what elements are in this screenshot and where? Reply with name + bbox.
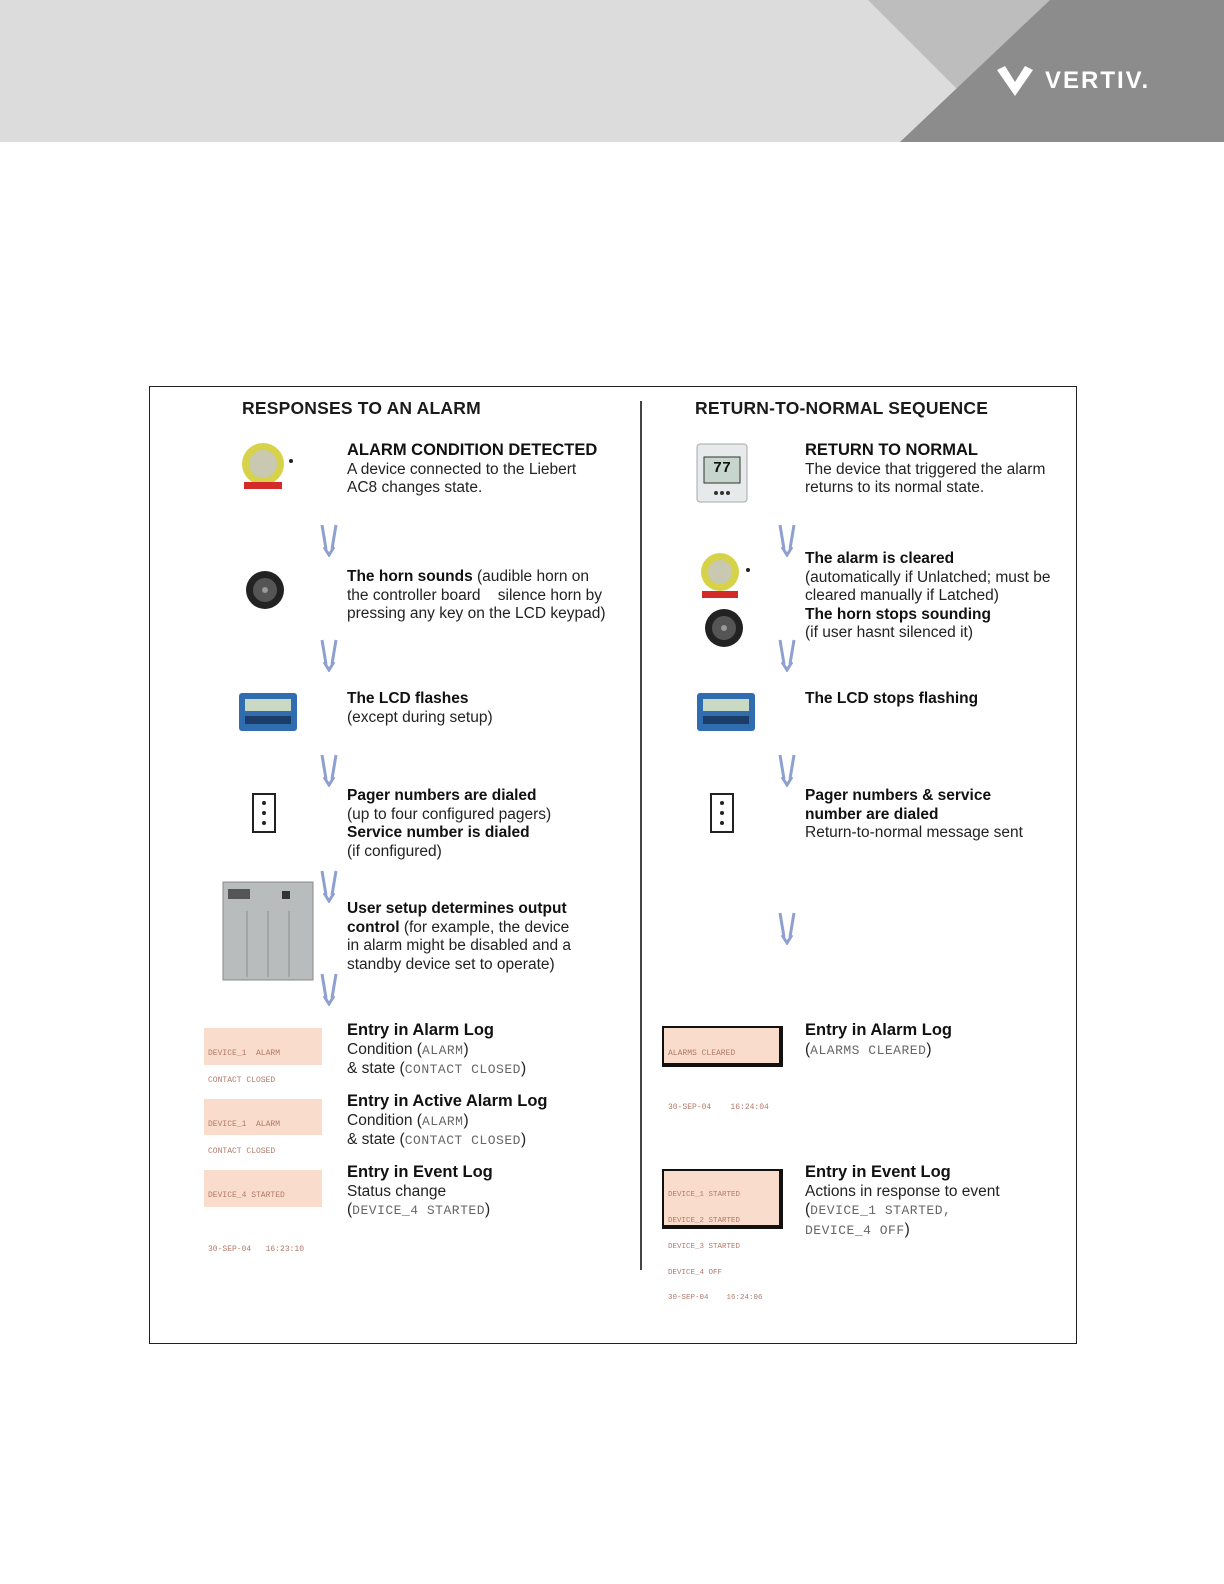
text: & state ( [347,1060,405,1077]
step-body: A device connected to the Liebert [347,460,577,478]
step-title: The horn sounds [347,568,473,585]
text: ) [926,1040,932,1058]
step-title-b: control [347,918,400,936]
down-arrow-icon [318,753,340,787]
log-line: 30-SEP-04 16:23:10 [208,1245,305,1254]
mono-value: ALARMS CLEARED [810,1042,927,1058]
step-body-3: pressing any key on the LCD keypad) [347,605,606,622]
step-title: The alarm is cleared [805,550,955,567]
step-event-log [347,1163,493,1221]
step-alarm-detected [347,441,597,498]
step-pager-service [805,787,1023,843]
step-body-3: standby device set to operate) [347,955,555,973]
lcd-display-icon [238,692,298,732]
text: ( [805,1040,811,1058]
step-body: Return-to-normal message sent [805,824,1023,841]
down-arrow-icon [318,523,340,557]
lcd-display-icon [696,692,756,732]
text: Condition ( [347,1040,422,1058]
step-title: Entry in Alarm Log [347,1021,494,1039]
pager-icon [710,793,734,833]
step-alarm-log [805,1021,952,1060]
step-title: The LCD stops flashing [805,690,979,707]
down-arrow-icon [318,638,340,672]
down-arrow-icon [318,972,340,1006]
horn-icon [243,568,287,612]
alarm-bell-icon [240,440,296,492]
step-lcd-stops [805,690,978,709]
step-return-normal [805,441,1045,498]
step-body-2: the controller board silence horn by [347,586,603,604]
step-alarm-cleared [805,550,1051,643]
vertiv-logo-icon [995,64,1035,98]
down-arrow-icon [318,869,340,903]
mono-value: ALARM [421,1042,464,1058]
text: ) [904,1220,910,1238]
log-line [208,1218,318,1227]
log-line: DEVICE_1 ALARM [208,1120,281,1129]
step-title: The LCD flashes [347,690,469,707]
step-body: (except during setup) [347,708,493,726]
log-line: 30-SEP-04 16:24:04 [668,1103,769,1112]
horn-icon [702,606,746,650]
log-line: DEVICE_2 STARTED [668,1216,741,1225]
step-title: Entry in Event Log [805,1163,951,1181]
thermostat-reading: 77 [712,460,731,477]
step-title-b: number are dialed [805,805,939,823]
column-divider [640,401,642,1270]
text: ) [520,1131,527,1148]
step-output-control [347,900,571,974]
step-body: Status change [347,1182,447,1200]
mono-value: ALARM [421,1113,464,1129]
log-line: CONTACT CLOSED [208,1076,276,1085]
step-body-2: AC8 changes state. [347,479,483,496]
down-arrow-icon [776,523,798,557]
alarm-bell-icon [699,551,755,601]
mono-value: DEVICE_4 STARTED [352,1203,485,1218]
mono-value: DEVICE_4 OFF [805,1222,905,1238]
step-title: Pager numbers & service [805,787,992,804]
event-log-display [662,1169,783,1303]
down-arrow-icon [776,753,798,787]
log-line: ALARMS CLEARED [668,1049,736,1058]
step-active-alarm-log [347,1092,547,1151]
step-lcd-flashes [347,690,493,727]
vertiv-logo [995,64,1150,98]
brand-name: VERTIV. [1045,67,1151,94]
log-line: DEVICE_4 OFF [668,1268,723,1277]
step-body-2: in alarm might be disabled and a [347,937,572,954]
text: ) [463,1040,469,1058]
down-arrow-icon [776,638,798,672]
step-event-log [805,1163,1000,1240]
text: ( [805,1201,811,1218]
down-arrow-icon [776,911,798,945]
text: & state ( [347,1131,405,1148]
text: ) [520,1060,527,1077]
step-body: (automatically if Unlatched; must be [805,568,1051,586]
step-body-2: (if configured) [347,842,442,860]
mono-value: CONTACT CLOSED [404,1133,521,1148]
alarm-log-display [204,1028,322,1085]
text: ( [347,1201,353,1218]
step-body: (for example, the device [399,918,570,936]
step-body: Actions in response to event [805,1182,1000,1200]
active-alarm-log-display [204,1099,322,1156]
step-title: User setup determines output [347,900,567,917]
step-body: (audible horn on [472,568,590,585]
step-title: RETURN TO NORMAL [805,441,978,459]
mono-value: CONTACT CLOSED [404,1062,521,1077]
step-title-2: Service number is dialed [347,824,530,841]
step-title: Entry in Alarm Log [805,1021,952,1039]
left-heading: RESPONSES TO AN ALARM [242,398,481,418]
step-body-2: cleared manually if Latched) [805,587,999,604]
pager-icon [252,793,276,833]
step-horn-sounds [347,568,605,624]
page-header [0,0,1224,142]
log-line: CONTACT CLOSED [208,1147,276,1156]
step-title: Entry in Active Alarm Log [347,1092,548,1110]
step-title-2: The horn stops sounding [805,605,991,623]
event-log-display [204,1170,322,1254]
step-body-2: returns to its normal state. [805,479,985,496]
step-alarm-log [347,1021,526,1080]
equipment-cabinet-icon [222,881,314,981]
step-body: (up to four configured pagers) [347,805,552,823]
log-line: 30-SEP-04 16:24:06 [668,1294,763,1303]
log-line: DEVICE_4 STARTED [208,1191,285,1200]
log-line [668,1076,775,1085]
step-title: ALARM CONDITION DETECTED [347,441,598,459]
step-body: The device that triggered the alarm [805,460,1046,478]
alarm-log-display [662,1026,783,1112]
log-line: DEVICE_1 STARTED [668,1191,741,1200]
text: ) [463,1111,469,1129]
step-title: Pager numbers are dialed [347,787,537,804]
right-heading: RETURN-TO-NORMAL SEQUENCE [695,398,989,418]
text: ) [485,1201,491,1218]
log-line: DEVICE_1 ALARM [208,1049,281,1058]
text: Condition ( [347,1111,422,1129]
step-pager-dialed [347,787,551,861]
step-title: Entry in Event Log [347,1163,493,1181]
step-body-3: (if user hasnt silenced it) [805,624,973,641]
mono-value: DEVICE_1 STARTED, [810,1203,952,1218]
log-line: DEVICE_3 STARTED [668,1242,741,1251]
